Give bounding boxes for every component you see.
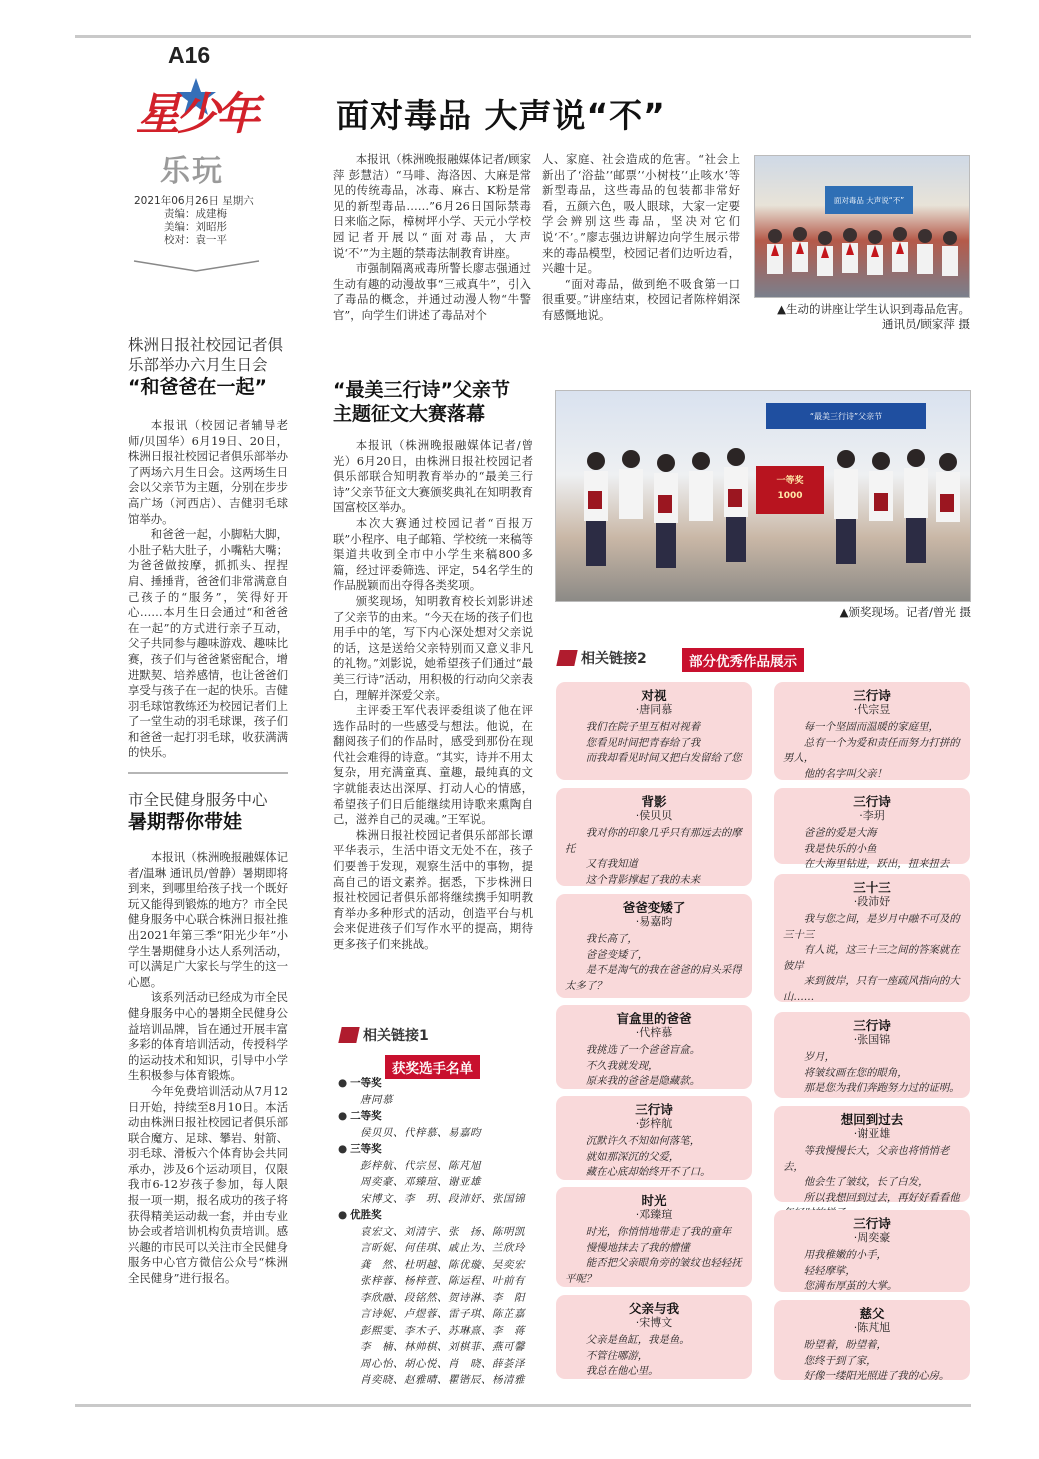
poem-author: ·易嘉昀 [635,915,673,928]
main-story-col2 [542,152,740,324]
poem-line: 慢慢地抹去了我的懵懂 [585,1241,690,1254]
essay-p4: 主评委王军代表评委组谈了他在评选作品时的一些感受与想法。他说，在翻阅孩子们的作品时，感受到那份在现代社会难得的诗意。“其实，诗并不用太复杂，用充满童真、童趣，最纯真的文字就能表达出深厚、打动人心的情感，希望孩子们日后能继续用诗歌来熏陶自己，滋养自己的灵魂。”王军说。 [333,703,533,827]
masthead-logo [136,70,261,150]
page-number: A16 [168,42,211,68]
related-link1-band: 获奖选手名单 [385,1055,480,1079]
poem-line: 不管往哪游， [585,1349,649,1362]
essay-p3: 颁奖现场，知明教育校长刘影讲述了父亲节的由来。“今天在场的孩子们也用手中的笔，写下内心深处想对父亲说的话，这是送给父亲特别而又意义非凡的礼物。”刘影说，她希望孩子们通过“最美三行诗”活动，用积极的行动向父亲表白，理解并深爱父亲。 [333,593,533,702]
award-banner: “最美三行诗”父亲节 [766,403,926,429]
essay-p2: 本次大赛通过校园记者“百报万联”小程序、电子邮箱、学校统一来稿等渠道共收到全市中小学生来稿800多篇，经过评委筛选、评定，54名学生的作品脱颖而出夺得各类奖项。 [333,515,533,593]
winners-names: 彭梓航、代宗昱、陈芃旭 [360,1159,481,1172]
meta-info [134,195,254,247]
poem-line: 我挑选了一个爸爸盲盒。 [585,1044,701,1056]
poem-line: 您终于到了家， [803,1354,877,1367]
essay-body [333,438,533,953]
left-story2-headline: 暑期帮你带娃 [128,811,243,833]
winners-cat-2: ● 二等奖 [338,1108,538,1125]
poem-author: ·段沛妤 [853,895,891,908]
lecture-crowd-icon [755,156,971,299]
poem-line: 不久我就发现， [585,1059,659,1072]
poem-title: 爸爸变矮了 [622,900,686,915]
poem-line: 我长高了， [585,933,638,945]
poem-card-sanhangshi-zhouyi [774,1210,970,1292]
poem-line: 等我慢慢长大，父亲也将悄悄老去， [783,1145,950,1173]
left-story1-body [128,418,288,761]
poem-line: 有人说，这三十三之间的答案就在彼岸 [783,944,960,972]
left-story1-subhead2: 乐部举办六月生日会 [128,356,268,374]
lecture-photo [754,155,970,298]
poem-title: 慈父 [859,1306,885,1321]
left-story2-heading [128,790,288,834]
winners-cat-4: ● 优胜奖 [338,1207,538,1224]
winners-names: 言昕妮、何佳琪、戚止为、兰欣玲 [360,1242,525,1254]
poem-line: 沉默许久不知如何落笔， [585,1135,701,1147]
main-headline: 面对毒品 大声说“不” [336,96,666,135]
poem-title: 想回到过去 [840,1112,904,1127]
left-story2-body [128,850,288,1287]
winners-names: 唐同慕 [360,1093,393,1106]
meta-designer: 美编：刘昭彤 [164,221,227,233]
poem-line: 这个背影撑起了我的未来 [585,873,701,886]
flag-icon [556,650,577,666]
winners-names: 宋博文、李 玥、段沛妤、张国锦 [360,1192,525,1205]
poem-title: 时光 [641,1193,667,1208]
column-name: 乐玩 [160,154,224,189]
poem-card-cifu [774,1300,970,1380]
poem-author: ·谢亚雄 [853,1127,891,1140]
poem-line: 爸爸变矮了， [585,948,649,961]
flag-icon [338,1027,359,1043]
poem-author: ·周奕豪 [853,1231,891,1244]
poem-line: 他会生了皱纹，长了白发， [803,1176,929,1188]
main-story-col1 [333,152,531,324]
award-crowd-icon [556,391,972,603]
poem-line: 父亲是鱼缸，我是鱼。 [585,1334,690,1346]
winners-cat-3: ● 三等奖 [338,1141,538,1158]
bottom-rule [75,1404,971,1407]
award-board-line2: 1000 [777,491,803,501]
winners-names: 肖奕晓、赵雅晴、瞿锴辰、杨清雅 [360,1374,525,1386]
poem-line: 将皱纹画在您的眼角， [803,1066,908,1079]
related-link2-label: 相关链接2 [581,651,647,667]
poem-title: 背影 [641,794,667,809]
left-story1-p2: 和爸爸一起，小脚粘大脚，小肚子粘大肚子，小嘴粘大嘴；为爸爸做按摩，抓抓头、捏捏肩、捶捶背，爸爸们非常满意自己孩子的“服务”，笑得好开心……本月生日会通过“和爸爸在一起”的方式进行亲子互动，父子共同参与趣味游戏、趣味比赛，孩子们与爸爸紧密配合，增进默契、培养感情，也让爸爸们享受与孩子在一起的快乐。吉健羽毛球馆教练还为校园记者们上了一堂生动的羽毛球课，孩子们和爸爸一起打羽毛球，收获满满的快乐。 [128,527,288,760]
poem-line: 总有一个为爱和责任而努力打拼的男人， [783,736,960,764]
lecture-caption-line2: 通讯员/顾家萍 摄 [881,317,970,331]
poem-line: 原来我的爸爸是隐藏款。 [585,1075,701,1087]
poem-title: 盲盒里的爸爸 [616,1011,692,1026]
poem-title: 对视 [641,688,667,703]
poem-card-sanhangshi-daizong [774,682,970,780]
poem-line: 那是您为我们奔跑努力过的证明。 [803,1082,960,1094]
poem-line: 您看见时间把青春给了我 [585,736,701,749]
poem-card-shiguang [556,1187,752,1287]
masthead-title: 星少年 [136,89,256,140]
related-link1-tag [340,1025,429,1045]
poem-line: 用我稚嫩的小手， [803,1249,887,1261]
poem-line: 我是快乐的小鱼 [803,842,877,855]
poem-card-sanhangshi-liyue [774,788,970,870]
poem-title: 三行诗 [853,1018,891,1033]
poem-line: 藏在心底却始终开不了口。 [585,1166,711,1178]
left-story2-subhead: 市全民健身服务中心 [128,791,268,809]
poem-line: 在大海里钻进，跃出，扭来扭去 [803,858,950,870]
meta-editor: 责编：成建梅 [164,208,227,220]
essay-p1: 本报讯（株洲晚报融媒体记者/曾光）6月20日，由株洲日报社校园记者俱乐部联合知明教育举办的“最美三行诗”父亲节征文大赛颁奖典礼在知明教育国富校区举办。 [333,438,533,515]
lecture-photo-caption [754,302,970,332]
essay-heading [333,378,543,426]
top-rule [75,35,971,38]
poem-line: 能否把父亲眼角旁的皱纹也轻轻抚平呢？ [565,1257,742,1285]
winners-list [338,1075,538,1389]
winners-names: 张梓蓉、杨梓萱、陈运程、叶前有 [360,1275,525,1287]
left-story2-p3: 今年免费培训活动从7月12日开始，持续至8月10日。本活动由株洲日报社校园记者俱乐部联合魔方、足球、攀岩、射箭、羽毛球、滑板六个体育协会共同承办，涉及6个运动项目，仅限我市6-12岁孩子参加，每人限报一项一期，报名成功的孩子将获得精美运动裁一套，并由专业协会或者培训机构负责培训。感兴趣的市民可以关注市全民健身服务中心官方微信公众号“株洲全民健身”进行报名。 [128,1083,288,1286]
header-chevron [134,258,259,272]
poem-title: 三行诗 [635,1102,673,1117]
poem-line: 我对你的印象几乎只有那远去的摩托 [565,827,742,855]
meta-proof: 校对：袁一平 [164,234,227,246]
poem-line: 爸爸的爱是大海 [803,827,877,839]
poem-card-beiying [556,788,752,886]
winners-names: 李 楠、林帅棋、刘棋菲、燕可馨 [360,1341,525,1353]
left-story2-p1: 本报讯（株洲晚报融媒体记者/温琳 通讯员/曾静）暑期即将到来，到哪里给孩子找一个既好玩又能得到锻炼的地方？市全民健身服务中心联合株洲日报社推出2021年第三季“阳光少年”小学生暑期健身小达人系列活动，可以满足广大家长与学生的这一心愿。 [128,850,288,989]
winners-names: 龚 然、杜明越、陈优璇、吴奕宏 [360,1258,525,1271]
poem-line: 好像一缕阳光照进了我的心房。 [803,1370,950,1382]
lecture-banner: 面对毒品 大声说“不” [825,186,913,214]
essay-p5: 株洲日报社校园记者俱乐部部长谭平华表示，生活中语文无处不在，孩子们要善于发现，观察生活中的事物，提高自己的语文素养。据悉，下步株洲日报社校园记者俱乐部将继续携手知明教育举办多种形式的活动，创造平台与机会来促进孩子们写作水平的提高，期待更多孩子们来挑战。 [333,827,533,951]
left-divider [128,772,288,774]
poem-card-sanhangshi-zhangguo [774,1012,970,1098]
poem-line: 岁月， [803,1051,835,1063]
poem-author: ·侯贝贝 [635,809,673,822]
main-col2-p1: 人、家庭、社会造成的危害。“社会上新出了‘浴盐’‘邮票’‘小树枝’‘止咳水’等新型毒品，这些毒品的包装都非常好看，五颜六色，吸人眼球，大家一定要学会辨别这些毒品，坚决对它们说‘不’。”廖志强边讲解边向学生展示带来的毒品模型，校园记者们边听边看，兴趣十足。 [542,152,740,276]
poem-line: 他的名字叫父亲！ [803,767,887,780]
poem-author: ·唐同慕 [635,703,673,716]
winners-names: 李欣融、段铭然、贺诗淋、李 阳 [360,1291,525,1304]
poem-card-sanshisan [774,874,970,1002]
winners-cat-1: ● 一等奖 [338,1075,538,1092]
award-photo [555,390,971,602]
poem-line: 您满布厚茧的大掌。 [803,1280,898,1292]
main-col1-p1: 本报讯（株洲晚报融媒体记者/顾家萍 彭慧洁）“马啡、海洛因、大麻是常见的传统毒品，冰毒、麻古、K粉是常见的新型毒品……”6月26日国际禁毒日来临之际，樟树坪小学、天元小学校园记者开展以“面对毒品，大声说‘不’”为主题的禁毒法制教育讲座。 [333,152,531,260]
poem-author: ·代宗昱 [853,703,891,716]
poem-title: 父亲与我 [628,1301,679,1316]
left-story2-p2: 该系列活动已经成为市全民健身服务中心的暑期全民健身公益培训品牌，旨在通过开展丰富多彩的体育培训活动，传授科学的运动技术和知识，引导中小学生积极参与体育锻炼。 [128,990,288,1083]
poem-author: ·陈芃旭 [853,1321,891,1334]
award-board-line1: 一等奖 [776,476,804,486]
main-col1-p2: 市强制隔离戒毒所警长廖志强通过生动有趣的动漫故事“三戒真牛”，引入了毒品的概念，并通过动漫人物“牛警官”，向学生们讲述了毒品对个 [333,261,531,322]
left-story1-headline: “和爸爸在一起” [128,376,267,398]
left-story1-p1: 本报讯（校园记者辅导老师/贝国华）6月19日、20日，株洲日报社校园记者俱乐部举办了两场六月生日会。这两场生日会以父亲节为主题，分别在步步高广场（河西店）、吉健羽毛球馆举办。 [128,418,288,526]
winners-names: 袁宏文、刘清宇、张 扬、陈明凯 [360,1225,525,1238]
poem-line: 我总在他心里。 [585,1365,659,1377]
essay-headline2: 主题征文大赛落幕 [333,403,486,425]
poem-line: 我与您之间，是岁月中融不可及的三十三 [783,913,960,941]
poem-line: 是不是淘气的我在爸爸的肩头采得太多了？ [565,964,742,992]
poem-line: 来到彼岸，只有一座疏风指向的大山…… [783,975,960,1003]
poem-card-xiang-huidao-guoqu [774,1106,970,1202]
essay-headline1: “最美三行诗”父亲节 [333,379,510,401]
winners-names: 言诗妮、卢煜蓉、雷子琪、陈芷嘉 [360,1308,525,1320]
related-link2-band: 部分优秀作品展示 [682,648,804,672]
poem-author: ·宋博文 [635,1316,673,1329]
left-story1-heading [128,335,288,399]
poem-line: 轻轻摩挲， [803,1264,856,1277]
poem-line: 我们在院子里互相对视着 [585,721,701,733]
poem-card-fuqin-yuwo [556,1295,752,1379]
poem-author: ·邓臻瑄 [635,1208,673,1221]
award-photo-caption: ▲颁奖现场。记者/曾光 摄 [839,605,971,619]
poem-line: 就如那深沉的父爱， [585,1150,680,1163]
poem-line: 时光，你悄悄地带走了我的童年 [585,1226,732,1238]
poem-author: ·彭梓航 [635,1117,673,1130]
poem-line: 每一个坚固而温暖的家庭里， [803,721,939,733]
poem-title: 三行诗 [853,794,891,809]
poem-card-duishi [556,682,752,780]
poem-author: ·李玥 [859,809,885,822]
poem-line: 盼望着，盼望着， [803,1339,887,1351]
winners-names: 周奕豪、邓臻瑄、谢亚雄 [360,1176,481,1188]
lecture-caption-line1: ▲生动的讲座让学生认识到毒品危害。 [777,302,970,316]
poem-title: 三行诗 [853,688,891,703]
left-story1-subhead1: 株洲日报社校园记者俱 [128,336,284,354]
poem-title: 三行诗 [853,1216,891,1231]
related-link1-label: 相关链接1 [363,1028,429,1044]
poem-title: 三十三 [853,880,891,895]
poem-card-manghe [556,1005,752,1089]
winners-names: 彭熙雯、李木子、苏琳熹、李 蒋 [360,1324,525,1337]
poem-line: 又有我知道 [585,858,638,870]
related-link2-tag [558,648,647,668]
meta-date: 2021年06月26日 星期六 [134,195,254,207]
winners-names: 周心怡、胡心悦、肖 晓、薛荟泽 [360,1357,525,1370]
poem-card-sanhangshi-penghang [556,1096,752,1180]
main-col2-p2: “面对毒品，做到绝不吸食第一口很重要。”讲座结束，校园记者陈梓娟深有感慨地说。 [542,276,740,322]
poem-author: ·张国锦 [853,1033,891,1046]
poem-line: 所以我想回到过去，再好好看看他 [803,1191,960,1204]
winners-names: 侯贝贝、代梓慕、易嘉昀 [360,1126,481,1139]
poem-line: 而我却看见时间又把白发留给了您 [585,752,742,764]
poem-author: ·代梓慕 [635,1026,673,1039]
poem-card-baba-bianai [556,894,752,998]
